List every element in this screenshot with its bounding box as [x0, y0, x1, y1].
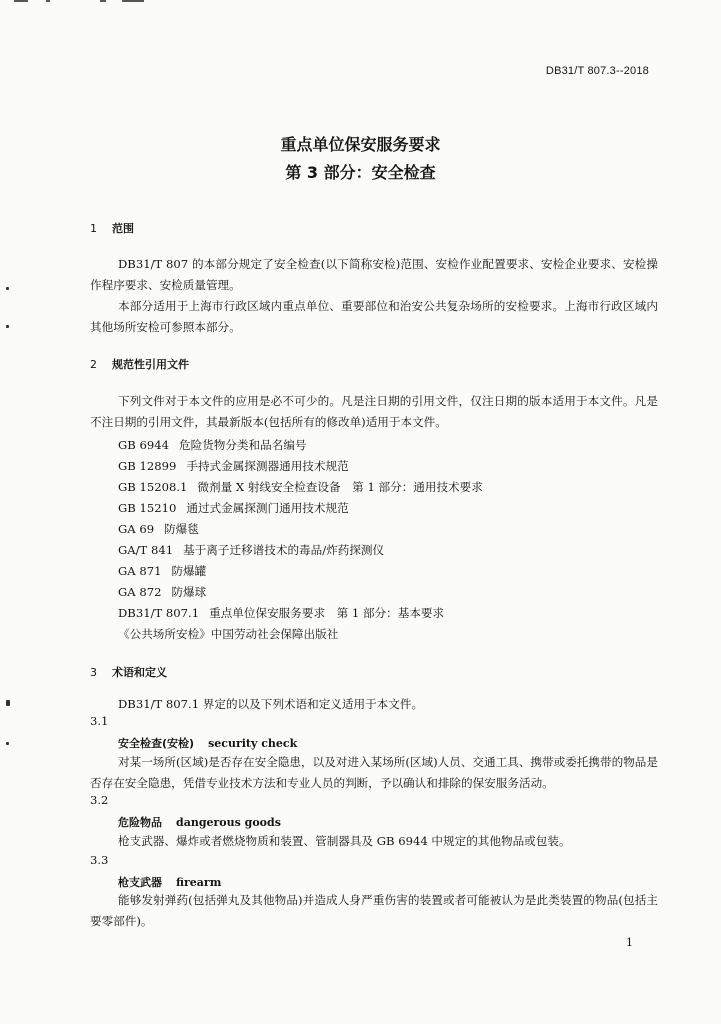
- scan-dot: [6, 742, 9, 745]
- reference-code: GB 6944: [118, 438, 169, 452]
- reference-item: [118, 584, 206, 600]
- scan-mark: [122, 0, 144, 2]
- reference-code: GB 12899: [118, 459, 177, 473]
- reference-item: [118, 626, 338, 642]
- scan-mark: [46, 0, 50, 2]
- term-zh: 危险物品: [118, 816, 162, 829]
- term-zh: 安全检查(安检): [118, 737, 195, 750]
- scan-dot: [6, 700, 10, 706]
- document-subtitle: 第 3 部分：安全检查: [285, 163, 436, 182]
- reference-item: [118, 542, 384, 558]
- reference-title: 防爆毯: [164, 522, 199, 536]
- term-number: 3.2: [90, 793, 109, 807]
- section-number: 2: [90, 358, 97, 371]
- reference-item: [118, 500, 349, 516]
- reference-code: GA 872: [118, 585, 162, 599]
- reference-title: 手持式金属探测器通用技术规范: [186, 459, 349, 473]
- reference-item: [118, 437, 307, 453]
- term-definition: 能够发射弹药(包括弹丸及其他物品)并造成人身严重伤害的装置或者可能被认为是此类装置的物品(包括主要零部件)。: [90, 893, 658, 928]
- term-definition: 枪支武器、爆炸或者燃烧物质和装置、管制器具及 GB 6944 中规定的其他物品或包装。: [118, 834, 571, 848]
- section-title: 范围: [112, 222, 134, 235]
- reference-code: GB 15208.1: [118, 480, 188, 494]
- reference-title: 防爆球: [171, 585, 207, 599]
- term-definition: 对某一场所(区域)是否存在安全隐患，以及对进入某场所(区域)人员、交通工具、携带或委托携带的物品是否存在安全隐患，凭借专业技术方法和专业人员的判断，予以确认和排除的保安服务活动。: [90, 755, 658, 790]
- scan-dot: [6, 287, 9, 290]
- reference-item: [118, 563, 206, 579]
- section-heading-scope: [90, 220, 134, 236]
- section-title: 规范性引用文件: [112, 358, 189, 371]
- reference-item: [118, 458, 349, 474]
- scope-paragraph-1: DB31/T 807 的本部分规定了安全检查(以下简称安检)范围、安检作业配置要求、安检企业要求、安检操作程序要求、安检质量管理。: [90, 257, 658, 292]
- reference-code: DB31/T 807.1: [118, 606, 200, 620]
- term-number: 3.3: [90, 853, 109, 867]
- reference-title: 危险货物分类和品名编号: [178, 438, 307, 452]
- term-zh: 枪支武器: [118, 876, 162, 889]
- reference-title: 防爆罐: [171, 564, 207, 578]
- term-name: [118, 814, 281, 830]
- page-number: 1: [626, 936, 633, 949]
- document-title: 重点单位保安服务要求: [280, 135, 441, 154]
- reference-title: 基于离子迁移谱技术的毒品/炸药探测仪: [183, 543, 385, 557]
- section-heading-normative-references: [90, 356, 189, 372]
- reference-code: GB 15210: [118, 501, 177, 515]
- reference-title: 通过式金属探测门通用技术规范: [186, 501, 349, 515]
- term-en: dangerous goods: [176, 816, 281, 829]
- reference-item: [118, 479, 483, 495]
- term-en: firearm: [176, 876, 222, 889]
- standard-code: DB31/T 807.3--2018: [545, 65, 649, 77]
- references-intro: 下列文件对于本文件的应用是必不可少的。凡是注日期的引用文件，仅注日期的版本适用于本文件。凡是不注日期的引用文件，其最新版本(包括所有的修改单)适用于本文件。: [90, 394, 658, 429]
- reference-title: 重点单位保安服务要求 第 1 部分：基本要求: [209, 606, 445, 620]
- term-en: security check: [208, 737, 298, 750]
- term-number: 3.1: [90, 714, 109, 728]
- scan-mark: [100, 0, 106, 2]
- section-number: 3: [90, 666, 97, 679]
- term-name: [118, 735, 297, 751]
- section-number: 1: [90, 222, 97, 235]
- section-title: 术语和定义: [112, 666, 167, 679]
- reference-item: [118, 605, 444, 621]
- reference-code: GA/T 841: [118, 543, 174, 557]
- terms-intro: DB31/T 807.1 界定的以及下列术语和定义适用于本文件。: [118, 697, 424, 711]
- reference-code: GA 69: [118, 522, 155, 536]
- scope-paragraph-2: 本部分适用于上海市行政区域内重点单位、重要部位和治安公共复杂场所的安检要求。上海市行政区域内其他场所安检可参照本部分。: [90, 299, 658, 334]
- reference-item: [118, 521, 199, 537]
- reference-title: 《公共场所安检》中国劳动社会保障出版社: [118, 627, 339, 641]
- scan-dot: [6, 325, 9, 328]
- scan-mark: [14, 0, 28, 2]
- section-heading-terms: [90, 664, 167, 680]
- term-name: [118, 874, 221, 890]
- reference-title: 微剂量 X 射线安全检查设备 第 1 部分：通用技术要求: [197, 480, 483, 494]
- reference-code: GA 871: [118, 564, 162, 578]
